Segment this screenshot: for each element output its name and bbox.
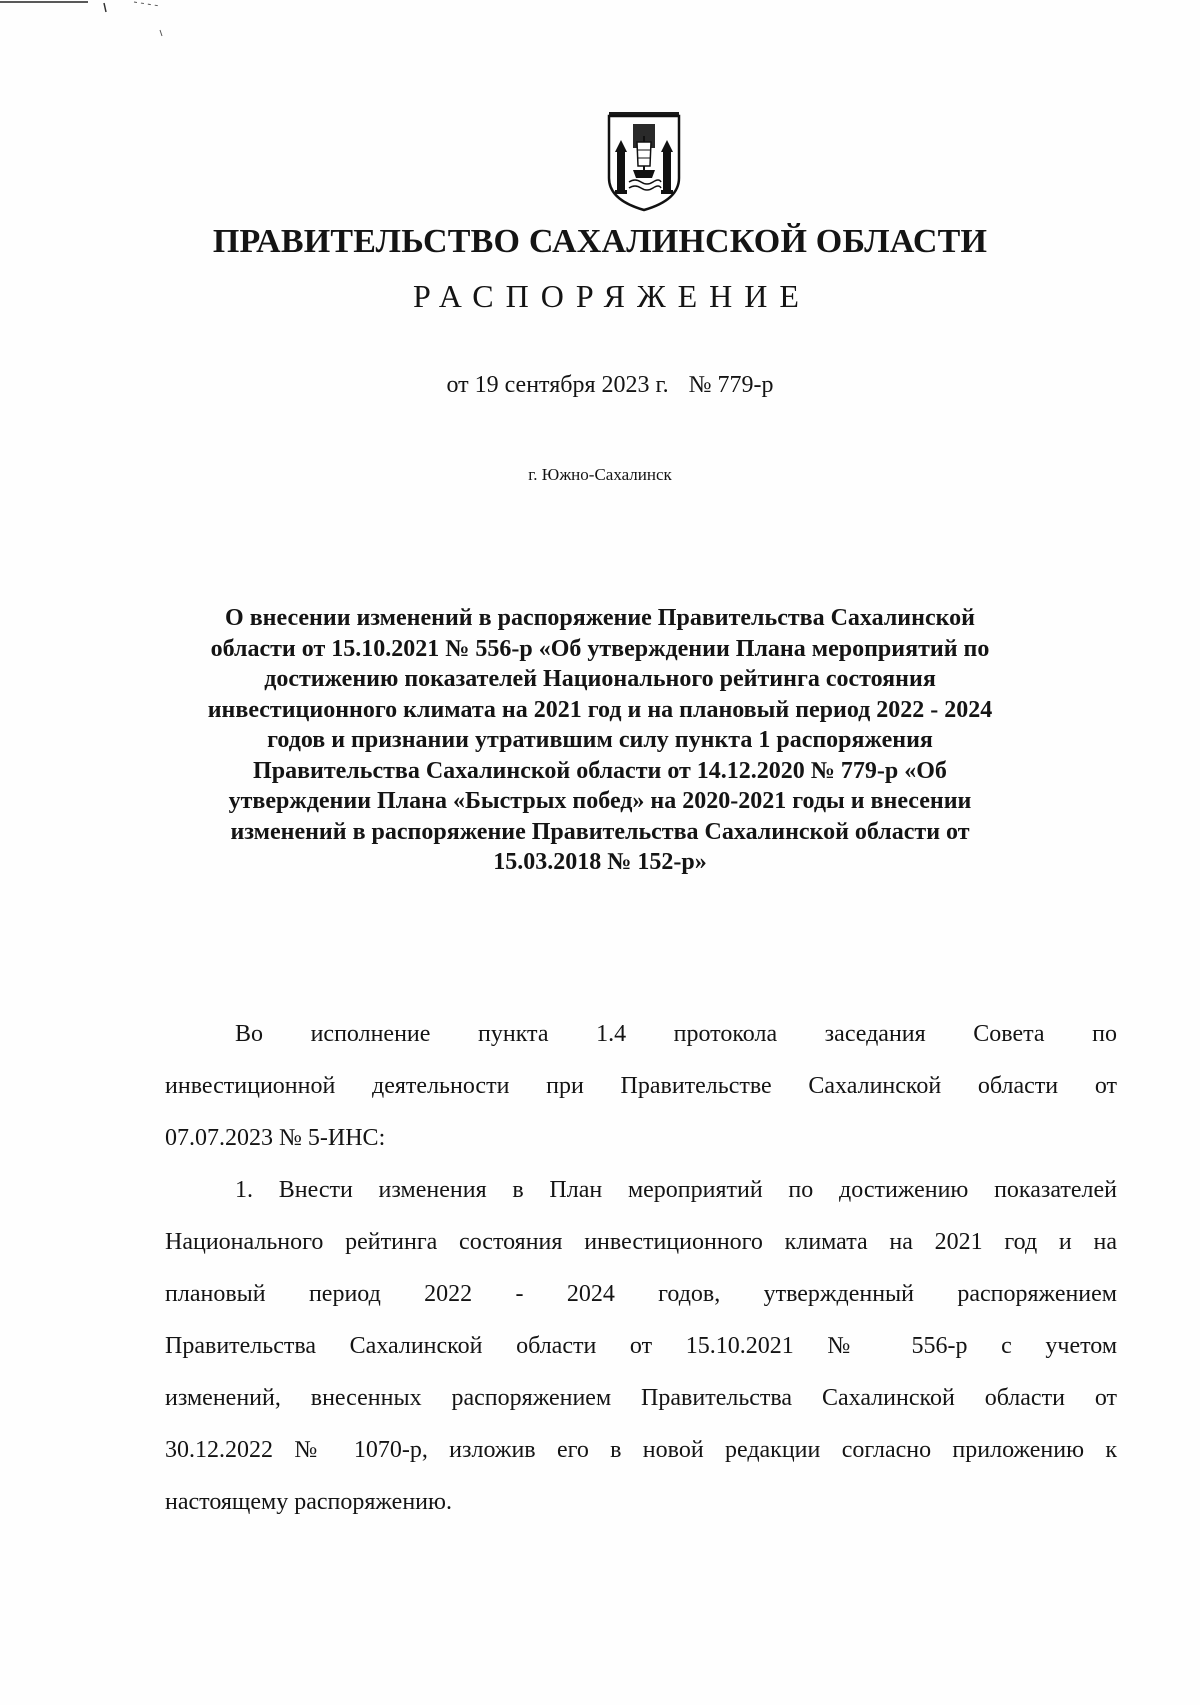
document-body <box>165 1008 1117 1528</box>
item-line: 30.12.2022 № 1070-р, изложив его в новой редакции согласно приложению к <box>165 1437 1117 1463</box>
subject-line: годов и признании утратившим силу пункта 1 распоряжения <box>267 727 933 753</box>
subject-line: 15.03.2018 № 152-р» <box>493 849 707 875</box>
subject-line: Правительства Сахалинской области от 14.12.2020 № 779-р «Об <box>253 757 947 784</box>
preamble-line: инвестиционной деятельности при Правительстве Сахалинской области от <box>165 1073 1117 1099</box>
government-title: ПРАВИТЕЛЬСТВО САХАЛИНСКОЙ ОБЛАСТИ <box>212 223 988 260</box>
document-date-number <box>0 372 1200 399</box>
sakhalin-coat-of-arms-icon <box>603 112 685 212</box>
subject-line: О внесении изменений в распоряжение Правительства Сахалинской <box>225 605 975 631</box>
scan-artifact <box>0 0 200 40</box>
document-number: № 779-р <box>688 372 774 398</box>
item-line: Правительства Сахалинской области от 15.10.2021 № 556-р с учетом <box>165 1333 1117 1359</box>
document-type-title: РАСПОРЯЖЕНИЕ <box>413 278 811 314</box>
subject-line: достижению показателей Национального рейтинга состояния <box>264 666 936 692</box>
document-date: от 19 сентября 2023 г. <box>446 372 669 398</box>
document-subject <box>160 603 1040 878</box>
preamble-line: 07.07.2023 № 5-ИНС: <box>165 1125 386 1151</box>
subject-line: утверждении Плана «Быстрых побед» на 2020-2021 годы и внесении <box>228 788 972 814</box>
item-line: настоящему распоряжению. <box>165 1489 452 1515</box>
subject-line: изменений в распоряжение Правительства Сахалинской области от <box>230 818 970 845</box>
document-city: г. Южно-Сахалинск <box>528 465 672 484</box>
item-line: изменений, внесенных распоряжением Правительства Сахалинской области от <box>165 1385 1117 1411</box>
item-line: Национального рейтинга состояния инвестиционного климата на 2021 год и на <box>165 1229 1117 1255</box>
preamble-line: Во исполнение пункта 1.4 протокола заседания Совета по <box>235 1021 1117 1047</box>
subject-line: инвестиционного климата на 2021 год и на плановый период 2022 - 2024 <box>207 696 993 723</box>
item-line: плановый период 2022 - 2024 годов, утвержденный распоряжением <box>165 1281 1117 1307</box>
item-line: 1. Внести изменения в План мероприятий по достижению показателей <box>235 1177 1117 1203</box>
subject-line: области от 15.10.2021 № 556-р «Об утверждении Плана мероприятий по <box>210 635 990 662</box>
